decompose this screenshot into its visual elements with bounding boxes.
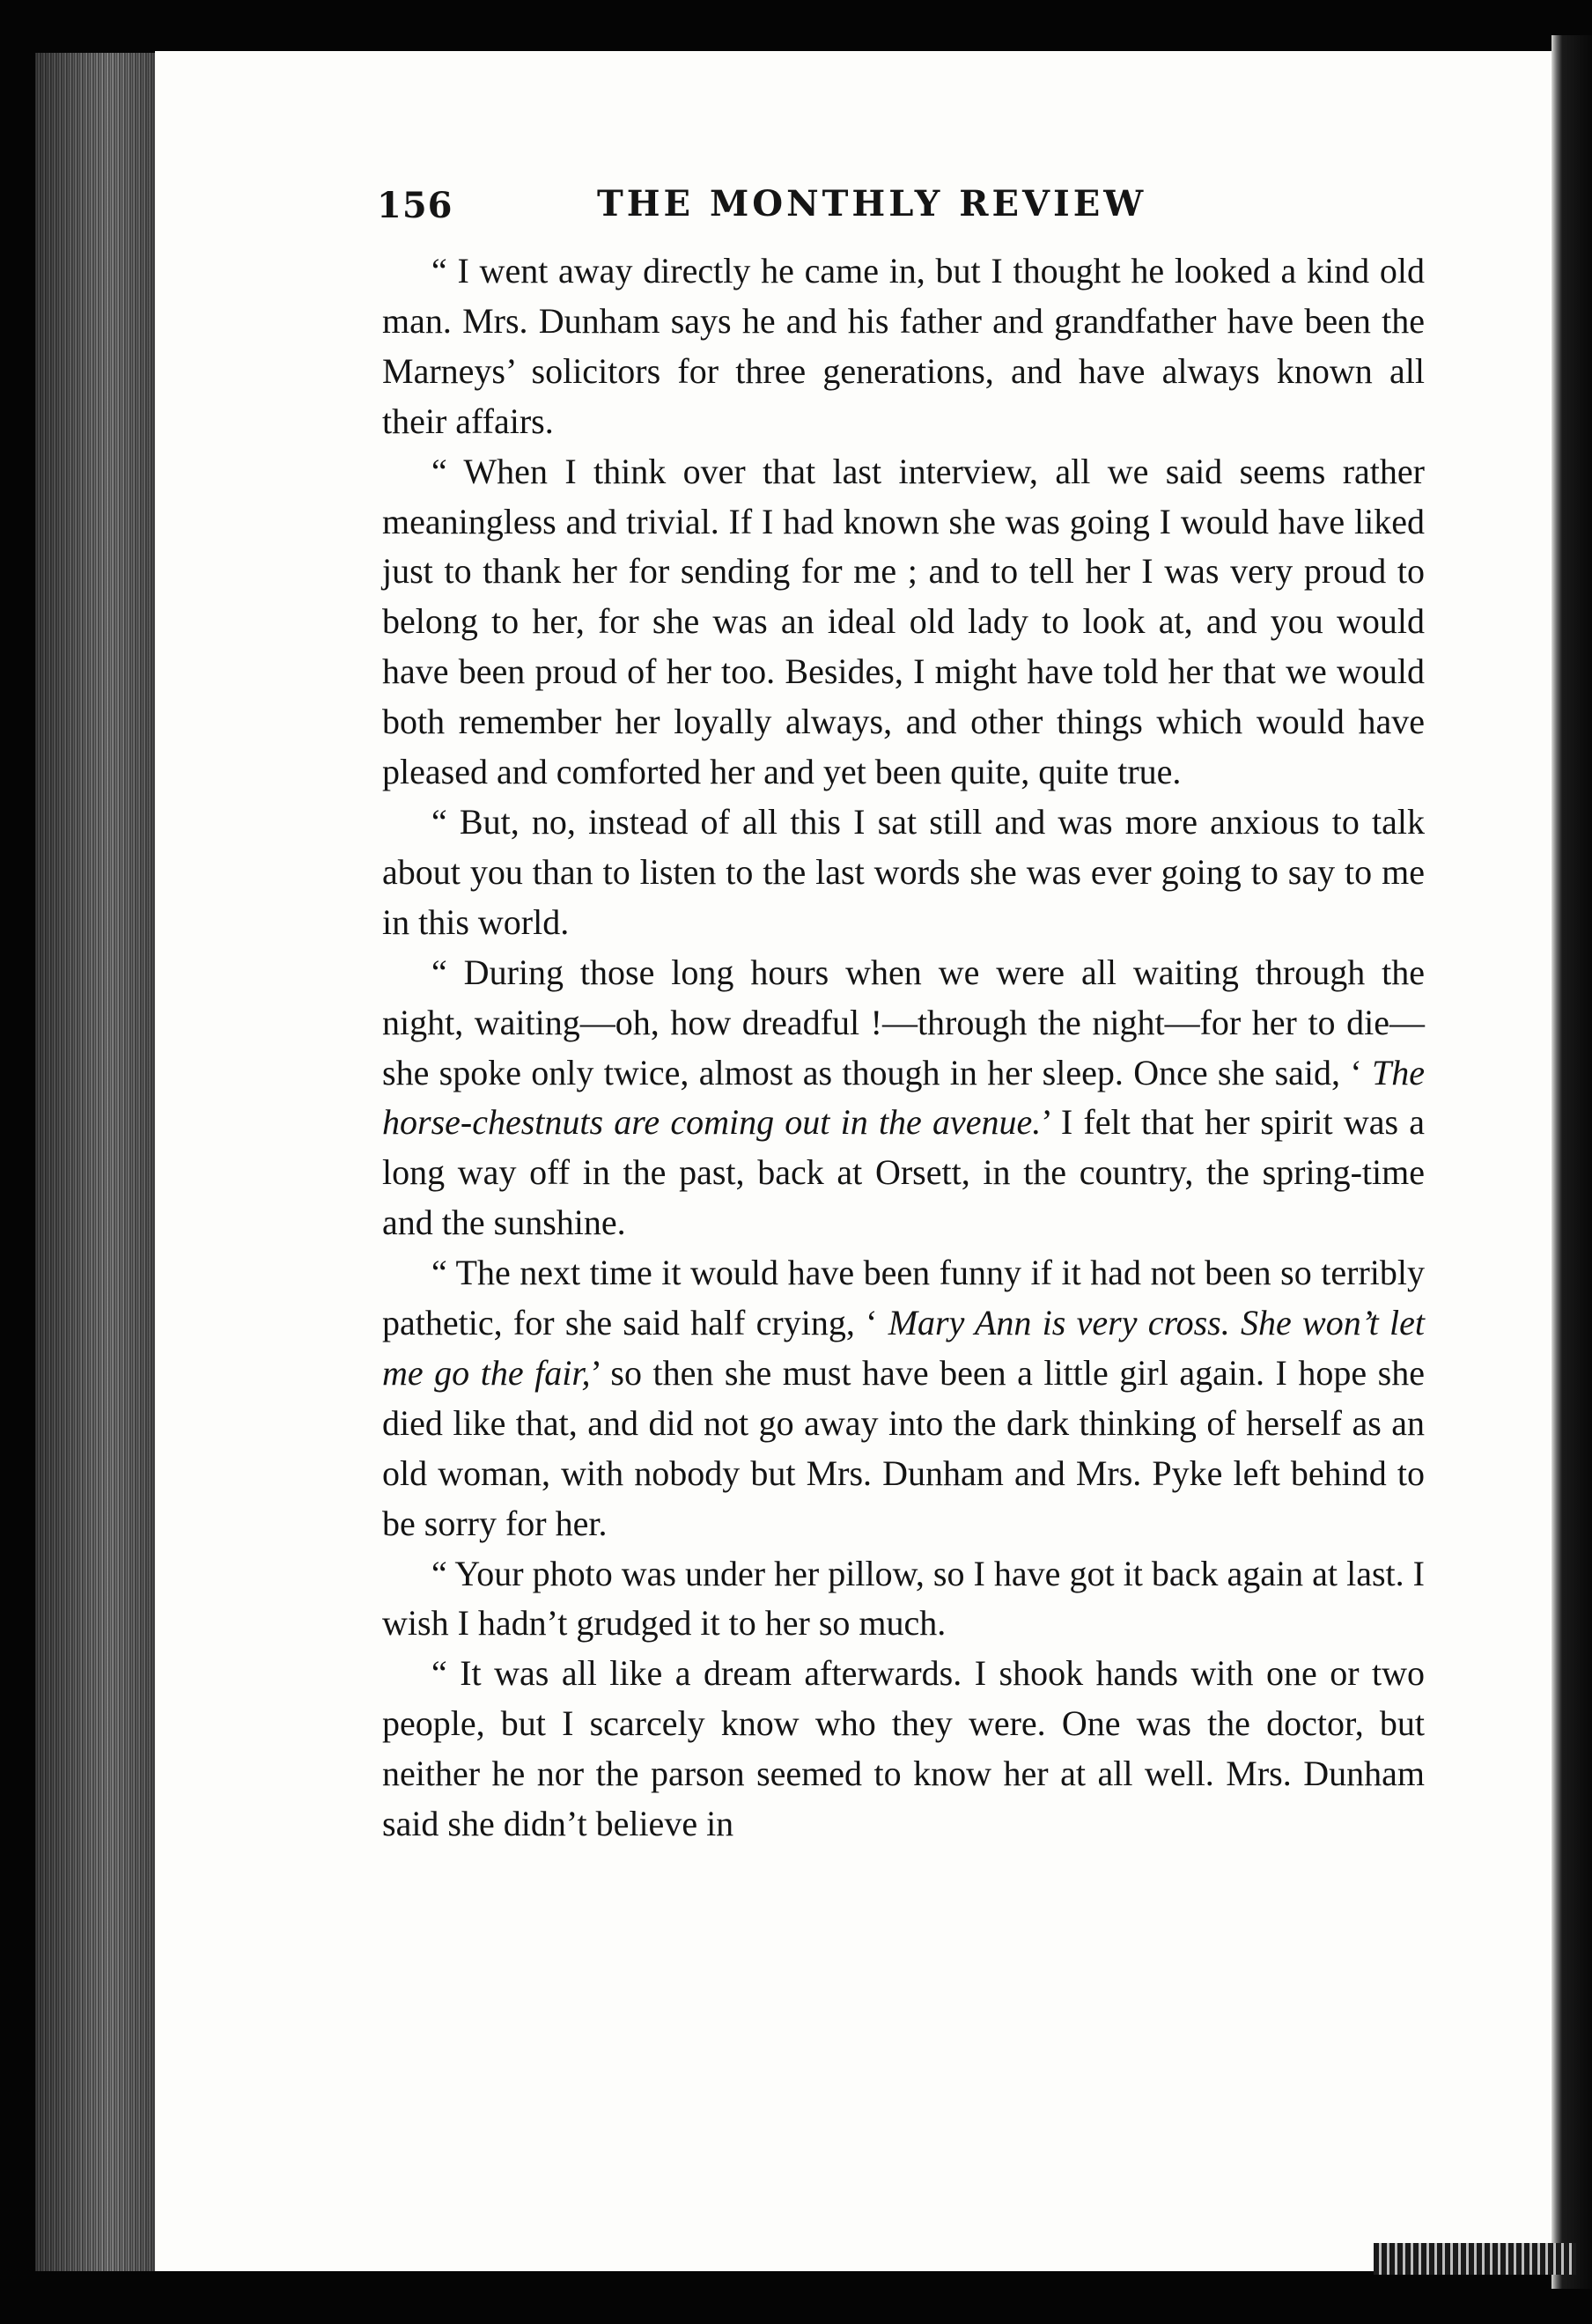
text-segment: “ During those long hours when we were all waiting through the night, waiting—oh, how dreadful !—through the night—for her to die—she spoke only twice, almost as though in her sleep. Once she said, ‘	[382, 952, 1425, 1092]
page-number: 156	[377, 185, 453, 226]
paragraph	[382, 798, 1425, 948]
text-segment: ’ so then she must have been a little girl again. I hope she died like that, and did not go away into the dark thinking of herself as an old woman, with nobody but Mrs. Dunham and Mrs. Pyke left behind to be sorry for her.	[382, 1352, 1425, 1543]
page-header-title: THE MONTHLY REVIEW	[597, 183, 1147, 224]
text-segment: “ Your photo was under her pillow, so I have got it back again at last. I wish I hadn’t grudged it to her so much.	[382, 1553, 1425, 1644]
paragraph	[382, 246, 1425, 447]
page-edges-bottom	[1374, 2243, 1576, 2275]
paragraph	[382, 948, 1425, 1248]
italic-quote: Mary Ann is very cross. She won’t let me go the fair,	[382, 1303, 1425, 1393]
paragraph	[382, 447, 1425, 798]
text-segment: “ When I think over that last interview, all we said seems rather meaningless and trivial. If I had known she was going I would have liked just to thank her for sending for me ; and to tell her I was very proud to belong to her, for she was an ideal old lady to look at, and you would have been proud of her too. Besides, I might have told her that we would both remember her loyally always, and other things which would have pleased and comforted her and yet been quite, quite true.	[382, 451, 1425, 792]
text-segment: “ It was all like a dream afterwards. I shook hands with one or two people, but I scarcely know who they were. One was the doctor, but neither he nor the parson seemed to know her at all well. Mrs. Dunham said she didn’t believe in	[382, 1653, 1425, 1844]
text-segment: ’ I felt that her spirit was a long way off in the past, back at Orsett, in the country, the spring-time and the sunshine.	[382, 1102, 1425, 1243]
running-head	[377, 185, 1416, 238]
text-segment: “ But, no, instead of all this I sat still and was more anxious to talk about you than to listen to the last words she was ever going to say to me in this world.	[382, 801, 1425, 942]
italic-quote: The horse-chestnuts are coming out in the avenue.	[382, 1052, 1425, 1143]
paragraph	[382, 1248, 1425, 1548]
book-gutter	[1551, 35, 1592, 2289]
page-edges	[35, 53, 158, 2271]
body-text	[382, 246, 1425, 1850]
paragraph	[382, 1649, 1425, 1850]
text-segment: “ The next time it would have been funny if it had not been so terribly pathetic, for she said half crying, ‘	[382, 1253, 1425, 1343]
text-segment: “ I went away directly he came in, but I thought he looked a kind old man. Mrs. Dunham says he and his father and grandfather have been the Marneys’ solicitors for three generations, and have always known all their affairs.	[382, 251, 1425, 441]
paragraph	[382, 1549, 1425, 1650]
